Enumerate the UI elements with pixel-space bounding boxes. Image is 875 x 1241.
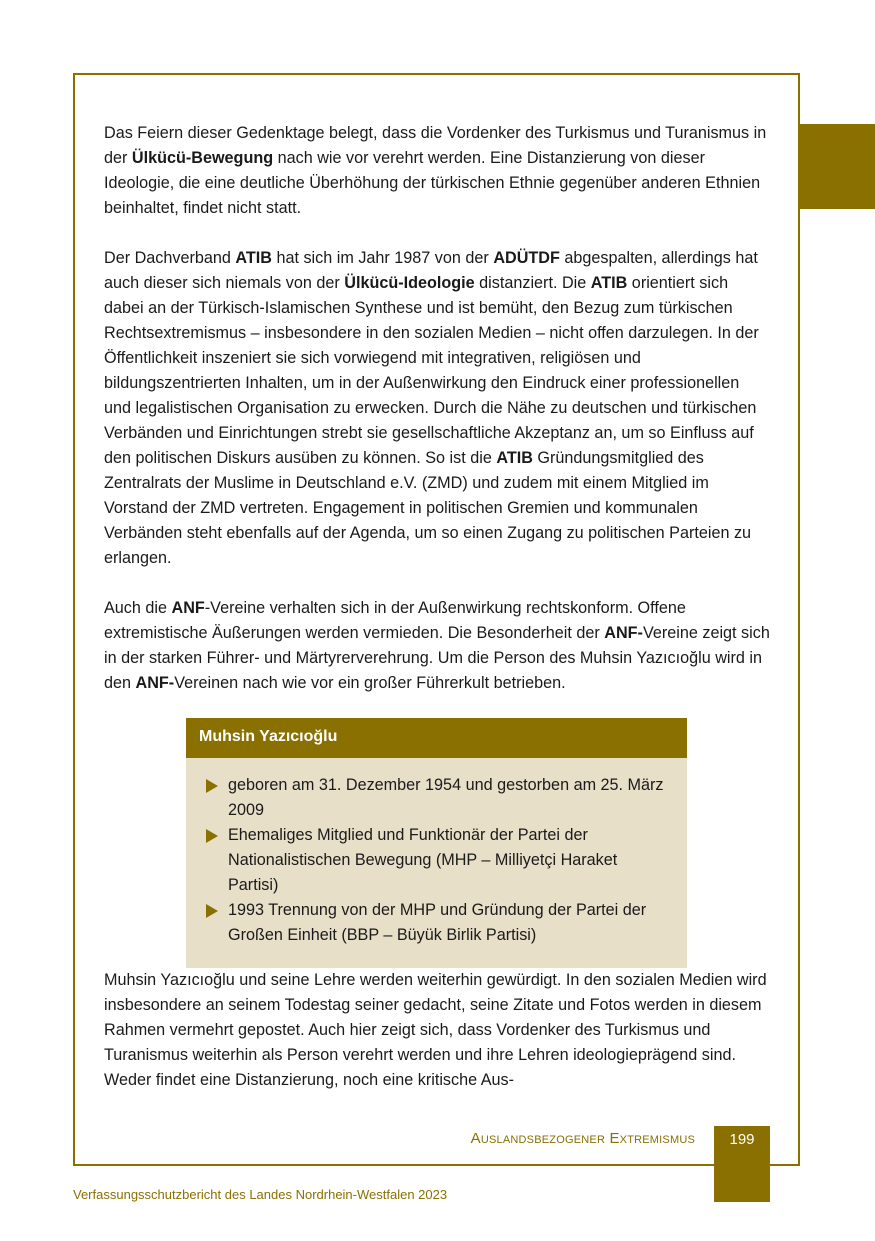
term-anf: ANF [171,599,205,617]
section-title-footer: Auslandsbezogener Extremismus [470,1130,695,1147]
term-atib: ATIB [235,249,272,267]
paragraph-2: Der Dachverband ATIB hat sich im Jahr 1987 von der ADÜTDF abgespalten, allerdings hat auch dieser sich niemals von der Ülkücü-Ideologie distanziert. Die ATIB orientiert sich dabei an der Türkisch-Islamischen Synthese und ist bemüht, den Bezug zum türkischen Rechtsextremismus – insbesondere in den sozialen Medien – nicht offen darzulegen. In der Öffentlichkeit inszeniert sie sich vorwiegend mit integrativen, religiösen und bildungszentrierten Inhalten, um in der Außenwirkung den Eindruck einer professionellen und legalistischen Organisation zu erwecken. Durch die Nähe zu deutschen und türkischen Verbänden und Einrichtungen strebt sie gesellschaftliche Akzeptanz an, um so Einfluss auf den politischen Diskurs ausüben zu können. So ist die ATIB Gründungsmitglied des Zentralrats der Muslime in Deutschland e.V. (ZMD) und zudem mit einem Mitglied im Vorstand der ZMD vertreten. Engagement in politischen Gremien und kommunalen Verbänden steht ebenfalls auf der Agenda, um so einen Zugang zu politischen Parteien zu erlangen. [104,249,759,567]
term-adutdf: ADÜTDF [493,249,560,267]
term-uelkuecue-ideologie: Ülkücü-Ideologie [344,274,475,292]
paragraph-3: Auch die ANF-Vereine verhalten sich in der Außenwirkung rechtskonform. Offene extremistische Äußerungen werden vermieden. Die Besonderheit der ANF-Vereine zeigt sich in der starken Führer- und Märtyrerverehrung. Um die Person des Muhsin Yazıcıoğlu wird in den ANF-Vereinen nach wie vor ein großer Führerkult betrieben. [104,599,770,692]
report-title-footer: Verfassungsschutzbericht des Landes Nordrhein-Westfalen 2023 [73,1187,448,1202]
term-anf: ANF- [135,674,175,692]
page-number-tab [714,1126,770,1202]
triangle-bullet-icon [206,779,218,793]
term-uelkuecue-bewegung: Ülkücü-Bewegung [131,149,274,167]
term-anf: ANF- [604,624,643,642]
triangle-bullet-icon [206,904,218,918]
infobox-item: 1993 Trennung von der MHP und Gründung der Partei der Großen Einheit (BBP – Büyük Birlik Partisi) [206,898,669,948]
paragraph-1: Das Feiern dieser Gedenktage belegt, dass die Vordenker des Turkismus und Turanismus in der Ülkücü-Bewegung nach wie vor verehrt werden. Eine Distanzierung von dieser Ideologie, die eine deutliche Überhöhung der türkischen Ethnie gegenüber anderen Ethnien beinhaltet, findet nicht statt. [104,124,767,217]
triangle-bullet-icon [206,829,218,843]
term-atib: ATIB [590,274,628,292]
infobox-list [186,758,687,968]
chapter-tab-marker [800,124,875,209]
paragraph-4: Muhsin Yazıcıoğlu und seine Lehre werden weiterhin gewürdigt. In den sozialen Medien wird insbesondere an seinem Todestag seiner gedacht, seine Zitate und Fotos werden in diesem Rahmen vermehrt gepostet. Auch hier zeigt sich, dass Vordenker des Turkismus und Turanismus weiterhin als Person verehrt werden und ihre Lehren ideologieprägend sind. Weder findet eine Distanzierung, noch eine kritische Aus- [104,971,767,1089]
infobox-item: geboren am 31. Dezember 1954 und gestorben am 25. März 2009 [206,773,669,823]
term-atib: ATIB [496,449,533,467]
main-content [104,121,770,1118]
infobox-item: Ehemaliges Mitglied und Funktionär der Partei der Nationalistischen Bewegung (MHP – Milliyetçi Haraket Partisi) [206,823,669,898]
infobox-title: Muhsin Yazıcıoğlu [186,718,687,758]
page-number: 199 [729,1131,755,1148]
infobox [186,718,687,968]
